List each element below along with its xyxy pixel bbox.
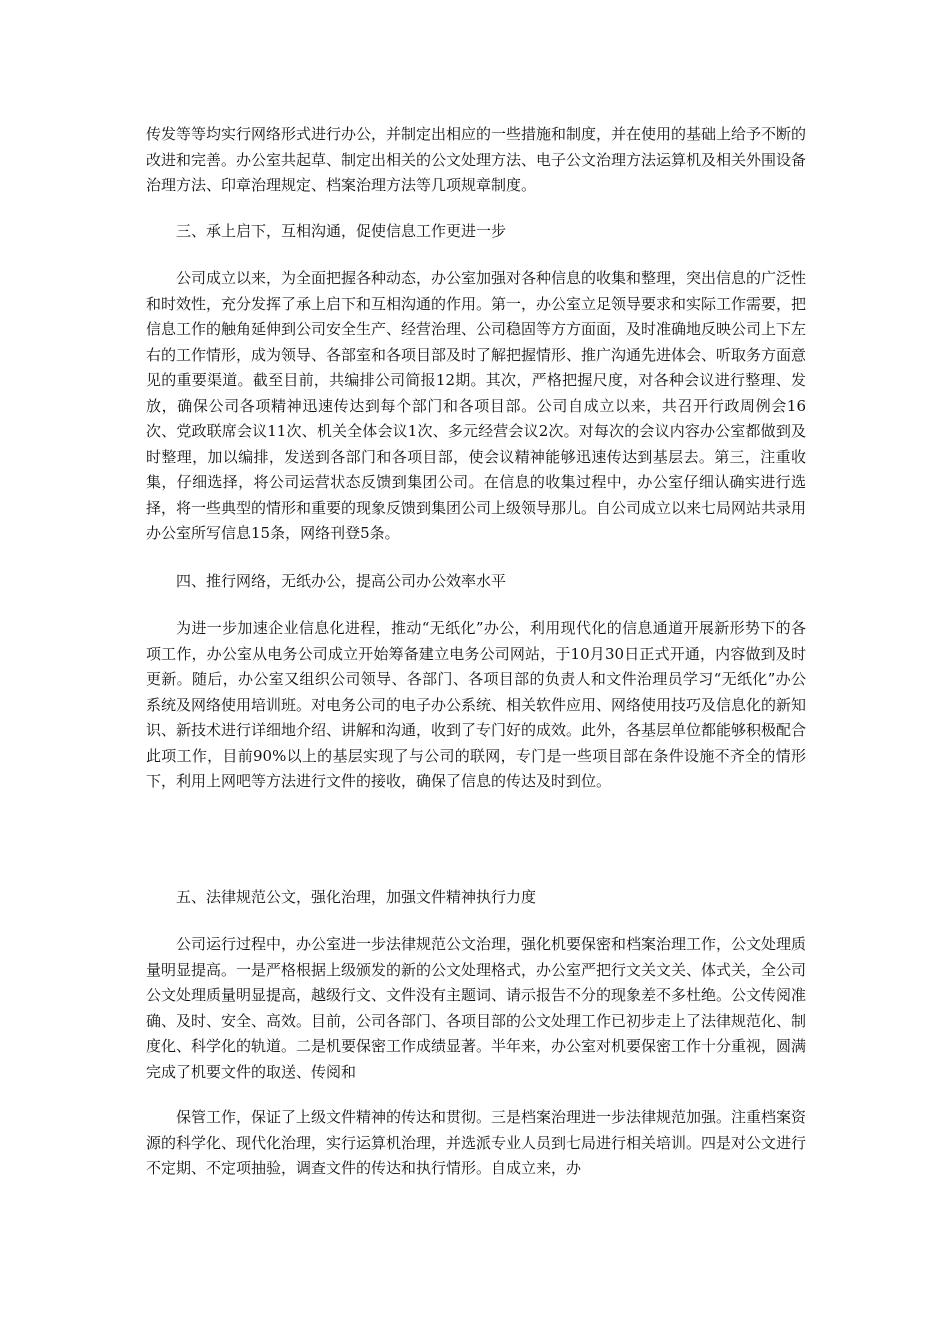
section-3-heading: 三、承上启下，互相沟通，促使信息工作更进一步 [176, 221, 507, 240]
section-5-heading: 五、法律规范公文，强化治理，加强文件精神执行力度 [176, 887, 537, 906]
document-page [146, 122, 806, 1182]
section-4-heading: 四、推行网络，无纸办公，提高公司办公效率水平 [176, 571, 507, 590]
section-5-body-part-1: 公司运行过程中，办公室进一步法律规范公文治理，强化机要保密和档案治理工作，公文处理质量明显提高。一是严格根据上级颁发的新的公文处理格式，办公室严把行文关文关、体式关，全公司公文处理质量明显提高，越级行文、文件没有主题词、请示报告不分的现象差不多杜绝。公文传阅准确、及时、安全、高效。目前，公司各部门、各项目部的公文处理工作已初步走上了法律规范化、制度化、科学化的轨道。二是机要保密工作成绩显著。半年来，办公室对机要保密工作十分重视，圆满完成了机要文件的取送、传阅和 [146, 935, 807, 1081]
section-4-body: 为进一步加速企业信息化进程，推动“无纸化”办公，利用现代化的信息通道开展新形势下的各项工作，办公室从电务公司成立开始筹备建立电务公司网站，于10月30日正式开通，内容做到及时更新。随后，办公室又组织公司领导、各部门、各项目部的负责人和文件治理员学习“无纸化”办公系统及网络使用培训班。对电务公司的电子办公系统、相关软件应用、网络使用技巧及信息化的新知识、新技术进行详细地介绍、讲解和沟通，收到了专门好的成效。此外，各基层单位都能够积极配合此项工作，目前90%以上的基层实现了与公司的联网，专门是一些项目部在条件设施不齐全的情形下，利用上网吧等方法进行文件的接收，确保了信息的传达及时到位。 [146, 619, 807, 790]
section-5-body-part-2: 保管工作，保证了上级文件精神的传达和贯彻。三是档案治理进一步法律规范加强。注重档案资源的科学化、现代化治理，实行运算机治理，并选派专业人员到七局进行相关培训。四是对公文进行不定期、不定项抽验，调查文件的传达和执行情形。自成立来，办 [146, 1108, 807, 1177]
paragraph-intro: 传发等等均实行网络形式进行办公，并制定出相应的一些措施和制度，并在使用的基础上给予不断的改进和完善。办公室共起草、制定出相关的公文处理方法、电子公文治理方法运算机及相关外围设备治理方法、印章治理规定、档案治理方法等几项规章制度。 [146, 125, 807, 194]
section-3-body: 公司成立以来，为全面把握各种动态，办公室加强对各种信息的收集和整理，突出信息的广泛性和时效性，充分发挥了承上启下和互相沟通的作用。第一，办公室立足领导要求和实际工作需要，把信息工作的触角延伸到公司安全生产、经营治理、公司稳固等方方面面，及时准确地反映公司上下左右的工作情形，成为领导、各部室和各项目部及时了解把握情形、推广沟通先进体会、听取务方面意见的重要渠道。截至目前，共编排公司简报12期。其次，严格把握尺度，对各种会议进行整理、发放，确保公司各项精神迅速传达到每个部门和各项目部。公司自成立以来，共召开行政周例会16次、党政联席会议11次、机关全体会议1次、多元经营会议2次。对每次的会议内容办公室都做到及时整理，加以编排，发送到各部门和各项目部，使会议精神能够迅速传达到基层去。第三，注重收集，仔细选择，将公司运营状态反馈到集团公司。在信息的收集过程中，办公室仔细认确实进行选择，将一些典型的情形和重要的现象反馈到集团公司上级领导那儿。自公司成立以来七局网站共录用办公室所写信息15条，网络刊登5条。 [146, 269, 807, 542]
